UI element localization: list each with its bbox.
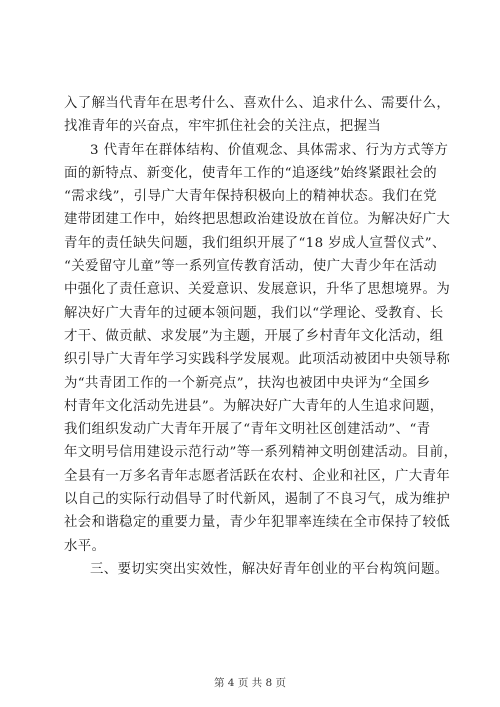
text-line: 水平。: [64, 538, 106, 554]
text-line: 入了解当代青年在思考什么、喜欢什么、追求什么、需要什么，: [64, 96, 451, 111]
text-line: “需求线”，引导广大青年保持积极向上的精神状态。我们在党: [64, 189, 438, 205]
text-line: 建带团建工作中，始终把思想政治建设放在首位。为解决好广大: [64, 212, 451, 228]
text-line: 才干、做贡献、求发展”为主题，开展了乡村青年文化活动，组: [64, 328, 444, 344]
text-line: 找准青年的兴奋点，牢牢抓住社会的关注点，把握当: [64, 119, 382, 135]
text-line: 织引导广大青年学习实践科学发展观。此项活动被团中央领导称: [64, 352, 451, 368]
paragraph-first-line: 3 代青年在群体结构、价值观念、具体需求、行为方式等方: [90, 142, 449, 158]
text-line: 年文明号信用建设示范行动”等一系列精神文明创建活动。目前，: [64, 445, 458, 461]
text-line: 全县有一万多名青年志愿者活跃在农村、企业和社区，广大青年: [64, 468, 451, 484]
section-heading: 三、要切实突出实效性，解决好青年创业的平台构筑问题。: [90, 561, 449, 577]
text-line: 为“共青团工作的一个新亮点”，扶沟也被团中央评为“全国乡: [64, 375, 431, 391]
text-line: 青年的责任缺失问题，我们组织开展了“18 岁成人宣誓仪式”、: [64, 235, 446, 251]
text-line: 中强化了责任意识、关爱意识、发展意识，升华了思想境界。为: [64, 282, 451, 298]
text-line: 社会和谐稳定的重要力量，青少年犯罪率连续在全市保持了较低: [64, 515, 451, 531]
page-number-footer: 第 4 页 共 8 页: [213, 677, 287, 689]
text-line: 面的新特点、新变化，使青年工作的“追逐线”始终紧跟社会的: [64, 165, 438, 181]
text-line: 我们组织发动广大青年开展了“青年文明社区创建活动”、“青: [64, 422, 431, 438]
text-line: 村青年文化活动先进县”。为解决好广大青年的人生追求问题，: [64, 398, 444, 414]
text-line: “关爱留守儿童”等一系列宣传教育活动，使广大青少年在活动: [64, 259, 438, 275]
text-line: 解决好广大青年的过硬本领问题，我们以“学理论、受教育、长: [64, 305, 444, 321]
document-body: [64, 92, 458, 581]
text-line: 以自己的实际行动倡导了时代新风，遏制了不良习气，成为维护: [64, 492, 451, 508]
